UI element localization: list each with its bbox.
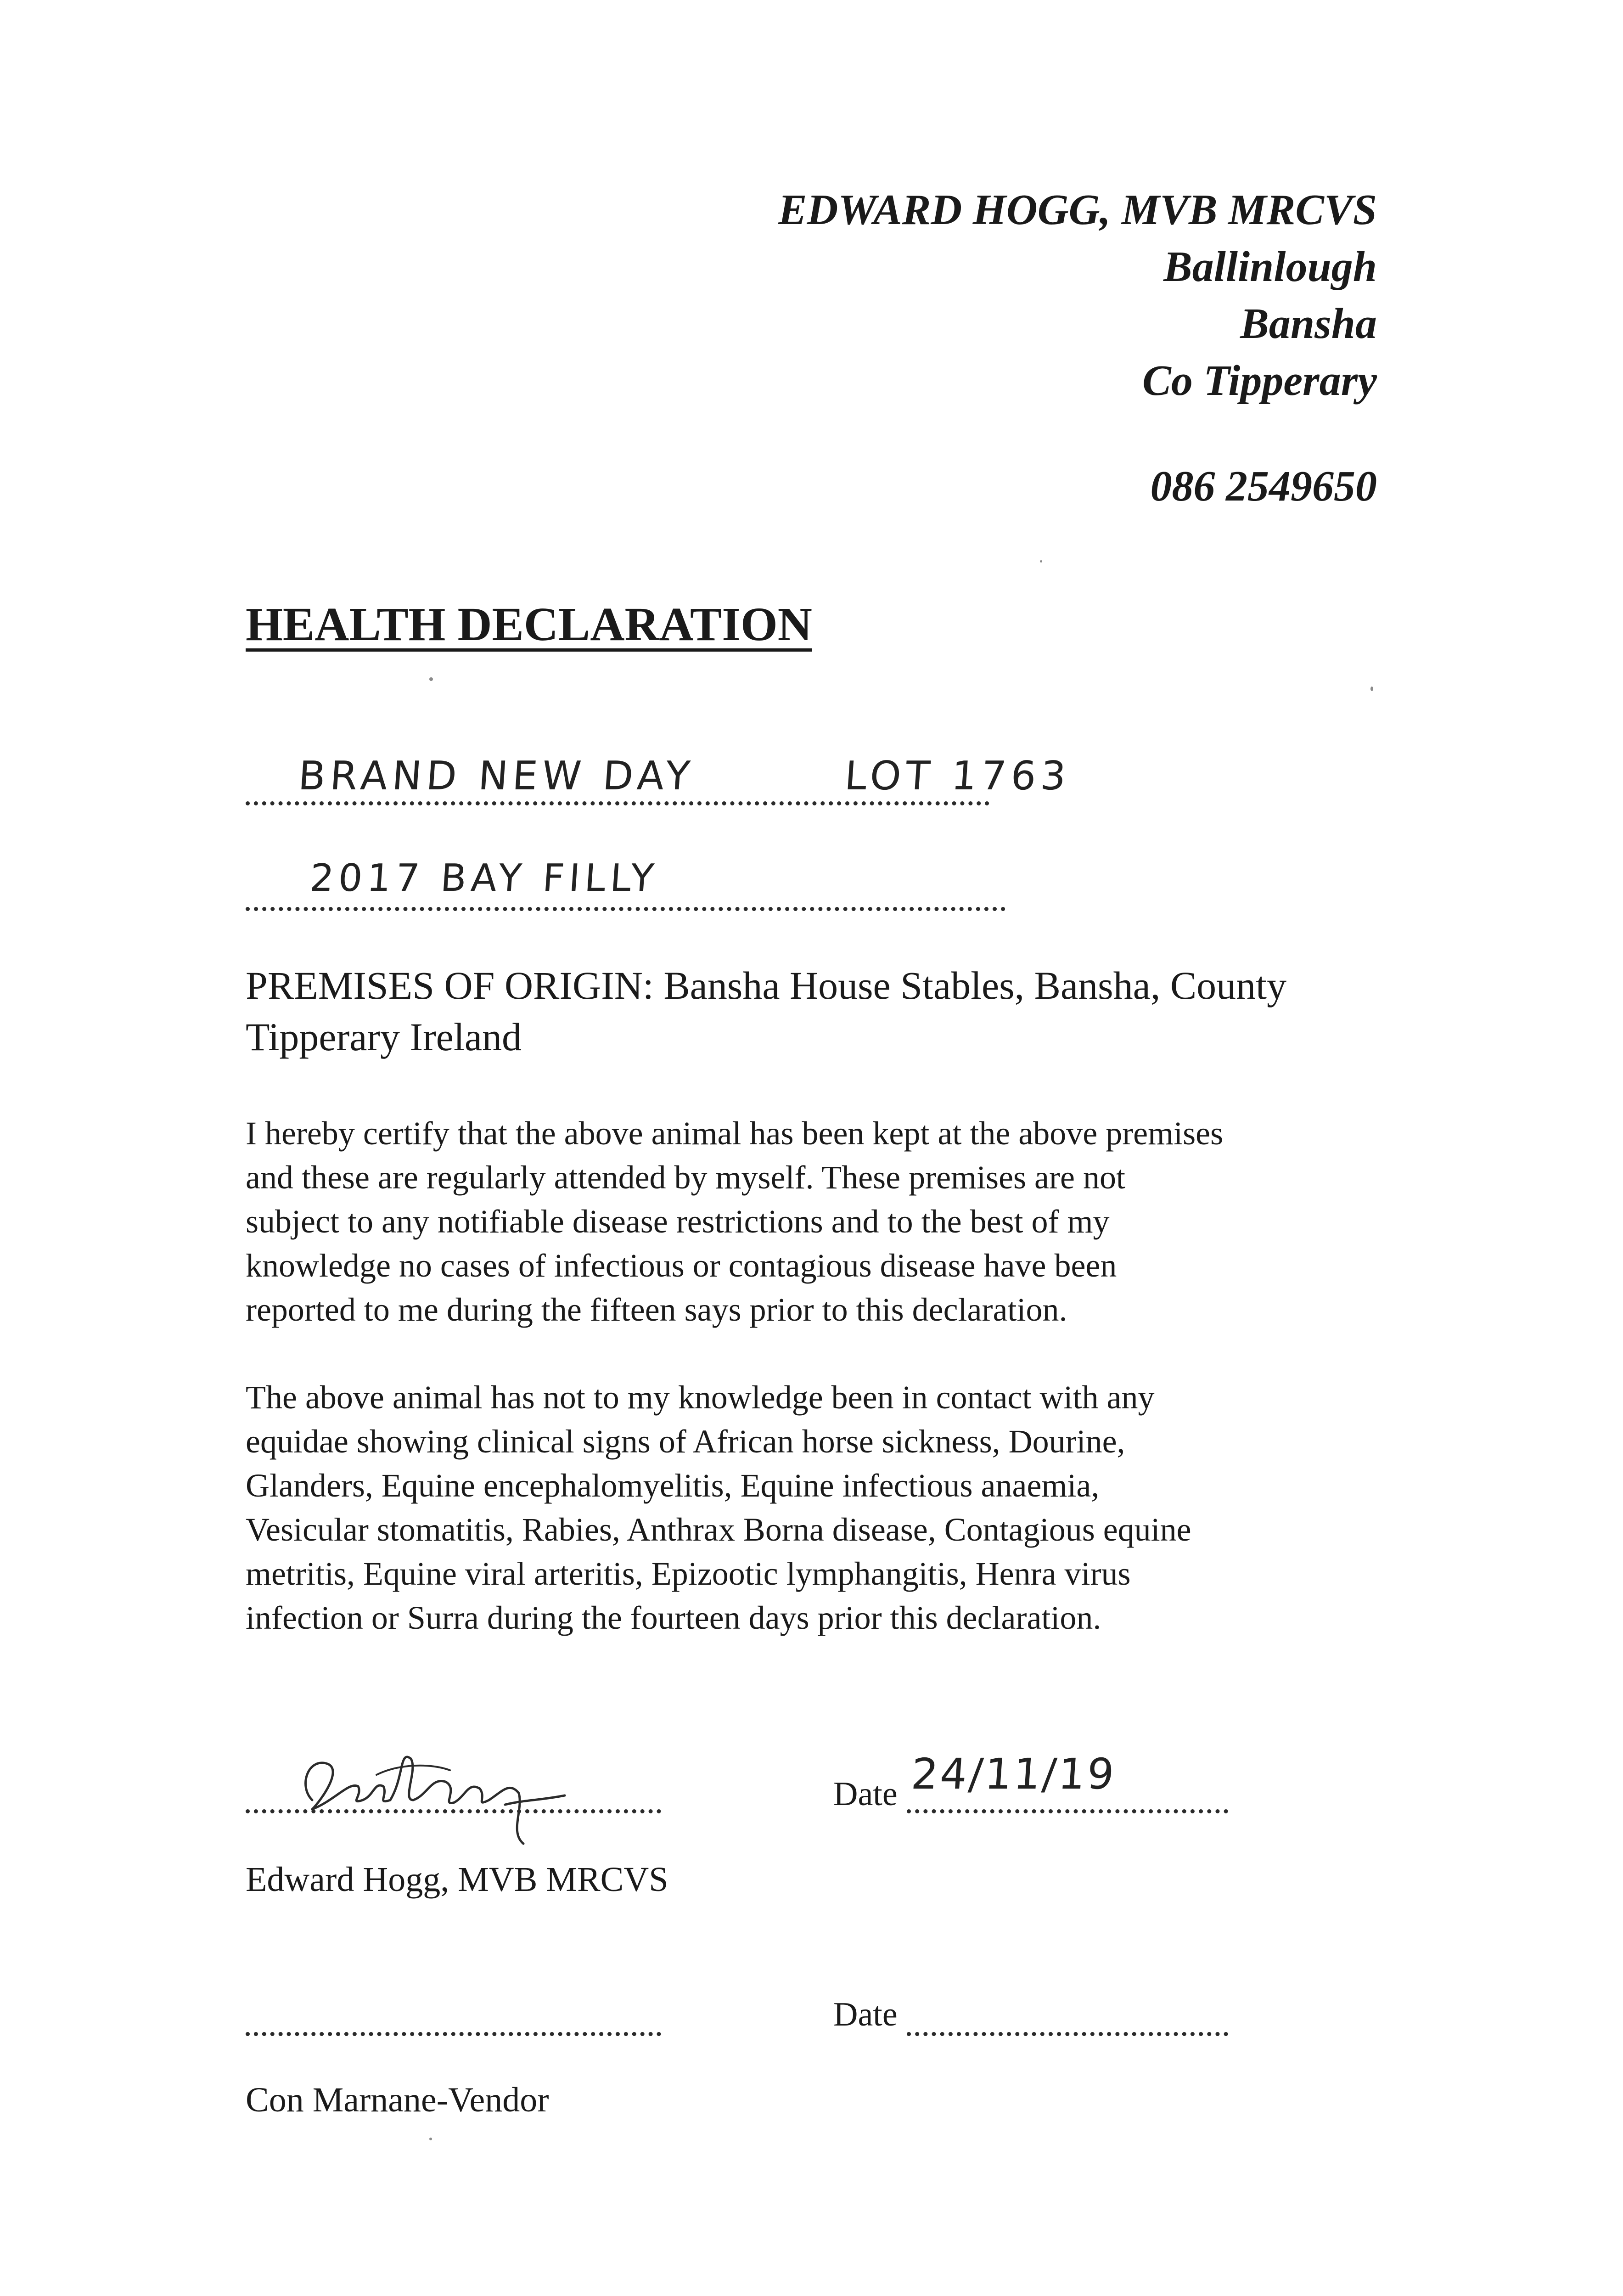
vendor-signature-dotted-line [246,2032,661,2036]
contact-paragraph [246,1375,1393,1640]
certification-line: reported to me during the fifteen says prior to this declaration. [246,1291,1067,1328]
contact-line: The above animal has not to my knowledge been in contact with any [246,1379,1155,1416]
premises-of-origin [246,960,1393,1063]
animal-description-dotted-line [246,907,1005,911]
certification-line: knowledge no cases of infectious or contagious disease have been [246,1247,1117,1284]
address-line-3: Co Tipperary [1142,357,1377,405]
vet-signature-image [294,1731,578,1851]
scan-speck [429,2138,432,2140]
certification-line: and these are regularly attended by myself. These premises are not [246,1159,1125,1196]
contact-line: Vesicular stomatitis, Rabies, Anthrax Borna disease, Contagious equine [246,1511,1191,1548]
contact-line: Glanders, Equine encephalomyelitis, Equine infectious anaemia, [246,1467,1100,1504]
vet-printed-name: Edward Hogg, MVB MRCVS [246,1860,668,1899]
letterhead [778,181,1377,409]
page-title: HEALTH DECLARATION [246,598,812,651]
vendor-date-field [833,1995,898,2034]
scan-speck [429,677,433,681]
address-line-1: Ballinlough [1163,243,1377,291]
scan-speck [1040,560,1042,563]
premises-label: PREMISES OF ORIGIN: [246,963,654,1007]
vendor-printed-name: Con Marnane-Vendor [246,2081,549,2119]
vet-name-line: EDWARD HOGG, MVB MRCVS [778,186,1377,234]
contact-line: metritis, Equine viral arteritis, Epizootic lymphangitis, Henra virus [246,1555,1131,1592]
contact-line: infection or Surra during the fourteen days prior this declaration. [246,1599,1101,1636]
animal-name-handwritten: BRAND NEW DAY [297,753,696,799]
certification-paragraph [246,1111,1393,1332]
certification-line: subject to any notifiable disease restrictions and to the best of my [246,1203,1110,1240]
animal-name-dotted-line [246,801,989,805]
premises-value: Bansha House Stables, Bansha, County Tipperary Ireland [246,963,1287,1059]
vendor-date-label: Date [833,1996,898,2033]
vet-date-dotted-line [907,1809,1228,1813]
animal-description-handwritten: 2017 BAY FILLY [308,856,660,900]
certification-line: I hereby certify that the above animal has been kept at the above premises [246,1115,1224,1152]
address-line-2: Bansha [1240,300,1377,348]
vendor-date-dotted-line [907,2032,1228,2036]
contact-line: equidae showing clinical signs of African horse sickness, Dourine, [246,1423,1125,1460]
lot-number-handwritten: LOT 1763 [843,753,1072,799]
vet-date-handwritten: 24/11/19 [910,1750,1118,1799]
phone-number: 086 2549650 [1150,462,1377,510]
vet-date-field [833,1775,898,1814]
scan-speck [1370,687,1373,691]
vet-date-label: Date [833,1775,898,1813]
